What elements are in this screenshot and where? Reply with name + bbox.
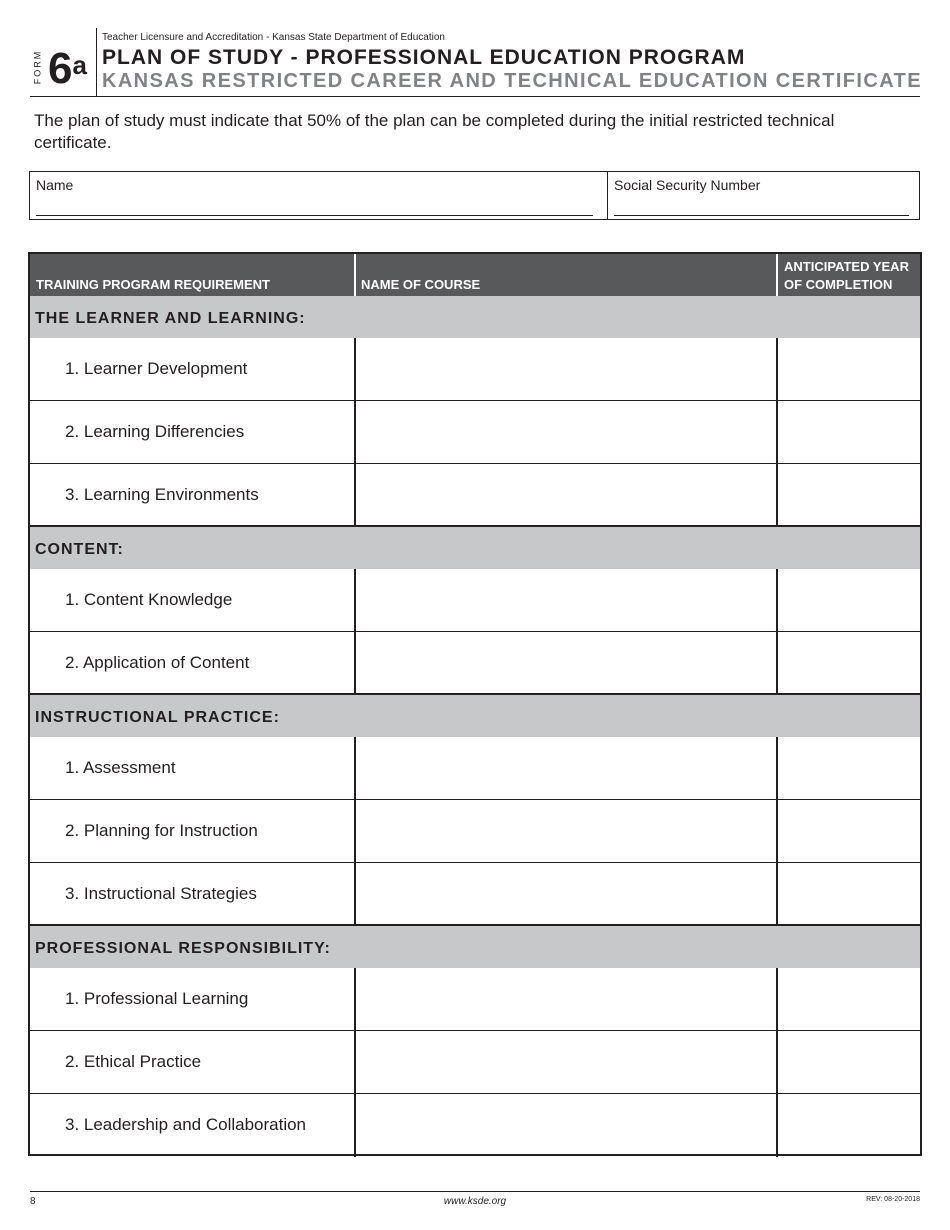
completion-year-cell[interactable] <box>778 968 920 1030</box>
table-row <box>30 1031 920 1093</box>
course-name-cell[interactable] <box>356 338 776 400</box>
column-divider <box>354 1094 356 1157</box>
ssn-label: Social Security Number <box>614 177 761 193</box>
column-header-requirement: TRAINING PROGRAM REQUIREMENT <box>36 277 270 292</box>
table-row <box>30 338 920 400</box>
column-divider <box>354 737 356 800</box>
header-divider-1 <box>354 254 356 296</box>
completion-year-cell[interactable] <box>778 737 920 799</box>
requirement-label: 1. Learner Development <box>65 359 248 378</box>
name-label: Name <box>36 177 74 193</box>
table-row <box>30 632 920 694</box>
table-row <box>30 863 920 925</box>
column-divider <box>776 401 778 464</box>
header-divider-2 <box>776 254 778 296</box>
table-row <box>30 1094 920 1156</box>
column-divider <box>354 632 356 695</box>
form-label: FORM <box>32 49 43 85</box>
section-title: PROFESSIONAL RESPONSIBILITY: <box>35 940 331 957</box>
table-row <box>30 401 920 463</box>
completion-year-cell[interactable] <box>778 401 920 463</box>
course-name-cell[interactable] <box>356 1094 776 1156</box>
column-divider <box>354 401 356 464</box>
requirement-label: 1. Content Knowledge <box>65 590 233 609</box>
column-divider <box>776 1031 778 1094</box>
completion-year-cell[interactable] <box>778 1031 920 1093</box>
identity-fields <box>29 171 920 220</box>
requirement-label: 2. Planning for Instruction <box>65 821 258 840</box>
requirement-label: 3. Leadership and Collaboration <box>65 1115 307 1134</box>
course-name-cell[interactable] <box>356 968 776 1030</box>
course-name-cell[interactable] <box>356 1031 776 1093</box>
column-divider <box>776 464 778 527</box>
department-name: Teacher Licensure and Accreditation - Kansas State Department of Education <box>102 32 445 43</box>
completion-year-cell[interactable] <box>778 569 920 631</box>
section-header <box>30 527 920 569</box>
requirement-label: 2. Learning Differencies <box>65 422 245 441</box>
requirement-label: 1. Assessment <box>65 758 176 777</box>
section-header <box>30 296 920 338</box>
requirement-label: 2. Application of Content <box>65 653 250 672</box>
column-divider <box>354 1031 356 1094</box>
name-field[interactable] <box>36 215 593 216</box>
completion-year-cell[interactable] <box>778 863 920 925</box>
form-number: 6$^a$ <box>48 44 87 93</box>
requirement-label: 3. Learning Environments <box>65 485 259 504</box>
column-divider <box>776 338 778 401</box>
page-number: 8 <box>30 1196 36 1207</box>
section-title: CONTENT: <box>35 541 124 558</box>
column-divider <box>354 863 356 926</box>
table-header <box>30 254 920 296</box>
column-header-year-line2: OF COMPLETION <box>784 277 893 292</box>
column-divider <box>354 569 356 632</box>
intro-text: The plan of study must indicate that 50% of the plan can be completed during the initial restricted technical certificate. <box>34 111 835 152</box>
completion-year-cell[interactable] <box>778 632 920 694</box>
column-divider <box>776 800 778 863</box>
completion-year-cell[interactable] <box>778 800 920 862</box>
column-divider <box>354 968 356 1031</box>
revision-date: REV: 08-20-2018 <box>866 1196 920 1203</box>
column-divider <box>354 464 356 527</box>
table-row <box>30 800 920 862</box>
completion-year-cell[interactable] <box>778 1094 920 1156</box>
section-title: THE LEARNER AND LEARNING: <box>35 310 306 327</box>
course-name-cell[interactable] <box>356 632 776 694</box>
plan-of-study-table <box>28 252 922 1156</box>
course-name-cell[interactable] <box>356 464 776 526</box>
page-subtitle: KANSAS RESTRICTED CAREER AND TECHNICAL EDUCATION CERTIFICATE <box>102 70 922 92</box>
header-divider <box>30 96 920 97</box>
table-row <box>30 569 920 631</box>
completion-year-cell[interactable] <box>778 338 920 400</box>
column-header-year-line1: ANTICIPATED YEAR <box>784 259 909 274</box>
footer-url: www.ksde.org <box>443 1196 507 1207</box>
column-divider <box>776 737 778 800</box>
course-name-cell[interactable] <box>356 569 776 631</box>
column-divider <box>776 1094 778 1157</box>
course-name-cell[interactable] <box>356 737 776 799</box>
section-title: INSTRUCTIONAL PRACTICE: <box>35 709 280 726</box>
footer-divider <box>30 1191 920 1192</box>
ssn-field[interactable] <box>614 215 909 216</box>
column-divider <box>776 569 778 632</box>
section-header <box>30 695 920 737</box>
requirement-label: 1. Professional Learning <box>65 989 249 1008</box>
course-name-cell[interactable] <box>356 401 776 463</box>
table-row <box>30 737 920 799</box>
requirement-label: 2. Ethical Practice <box>65 1052 202 1071</box>
section-header <box>30 926 920 968</box>
field-divider <box>607 172 608 220</box>
course-name-cell[interactable] <box>356 863 776 925</box>
course-name-cell[interactable] <box>356 800 776 862</box>
column-divider <box>354 800 356 863</box>
column-divider <box>354 338 356 401</box>
header-divider-vertical <box>96 28 97 96</box>
requirement-label: 3. Instructional Strategies <box>65 884 257 903</box>
column-divider <box>776 968 778 1031</box>
column-divider <box>776 632 778 695</box>
column-divider <box>776 863 778 926</box>
table-row <box>30 464 920 526</box>
column-header-course: NAME OF COURSE <box>361 277 481 292</box>
page-title: PLAN OF STUDY - PROFESSIONAL EDUCATION PROGRAM <box>102 46 746 69</box>
completion-year-cell[interactable] <box>778 464 920 526</box>
table-row <box>30 968 920 1030</box>
